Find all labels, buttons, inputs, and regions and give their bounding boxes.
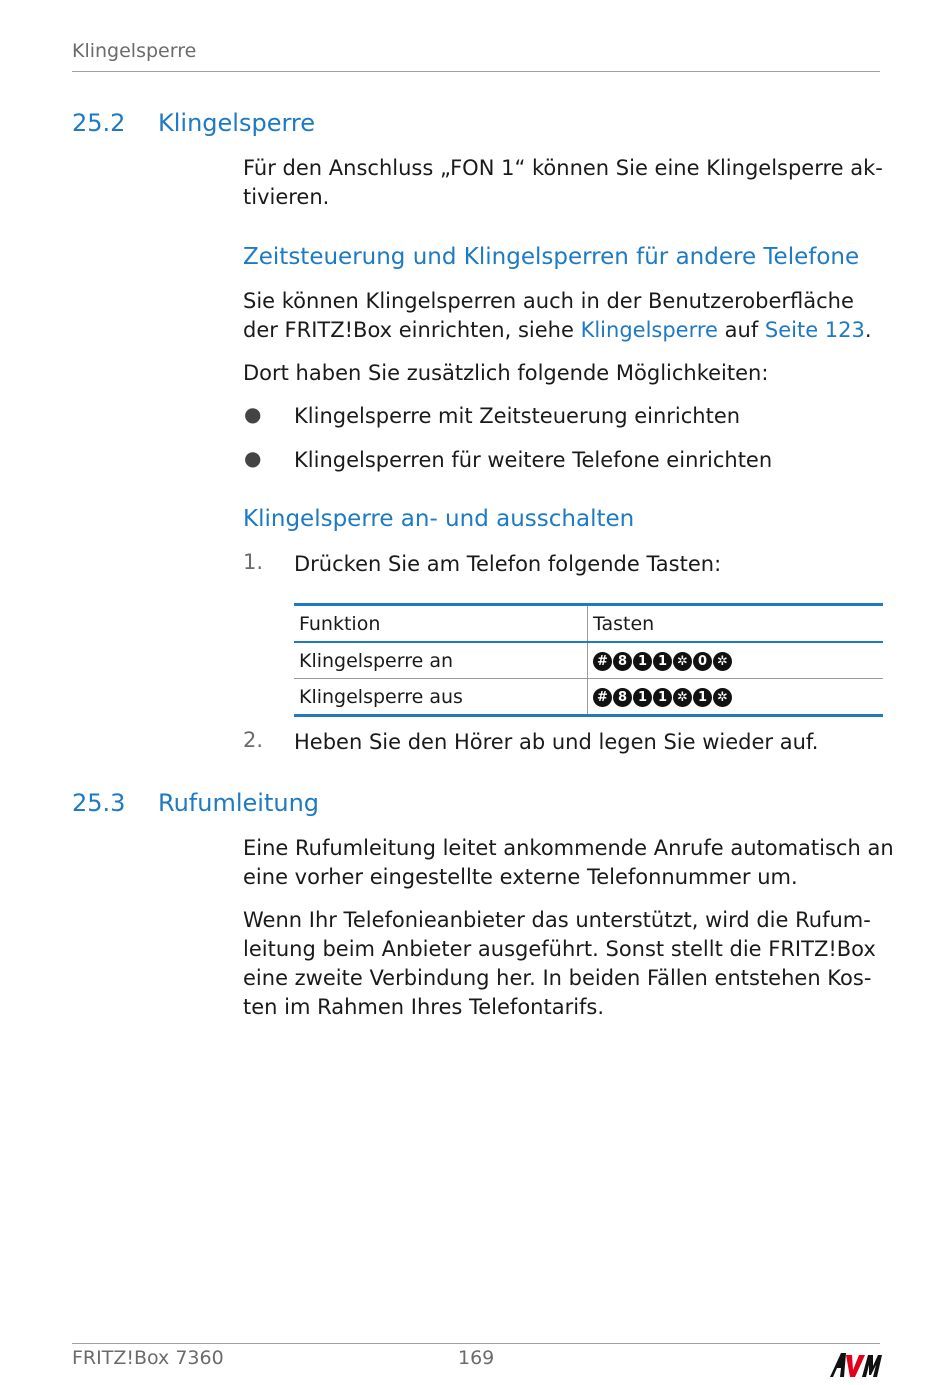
key-code-table: [294, 603, 883, 717]
table-cell-keys: [588, 642, 884, 679]
text-line: Eine Rufumleitung leitet ankommende Anrufe automatisch an: [243, 836, 894, 860]
avm-logo: [828, 1351, 882, 1379]
digit-8-key-icon: 8: [613, 688, 632, 707]
hash-key-icon: #: [593, 652, 612, 671]
text-line: tivieren.: [243, 185, 330, 209]
bullet-item: Klingelsperre mit Zeitsteuerung einrichten: [294, 404, 741, 428]
star-key-icon: ✲: [673, 688, 692, 707]
digit-1-key-icon: 1: [633, 688, 652, 707]
intro-paragraph: [243, 154, 883, 212]
table-row: [294, 679, 883, 716]
page-number: 169: [458, 1347, 495, 1369]
table-cell-keys: [588, 679, 884, 716]
digit-1-key-icon: 1: [633, 652, 652, 671]
link-klingelsperre[interactable]: Klingelsperre: [580, 318, 718, 342]
digit-1-key-icon: 1: [693, 688, 712, 707]
hash-key-icon: #: [593, 688, 612, 707]
digit-0-key-icon: 0: [693, 652, 712, 671]
text-line: Für den Anschluss „FON 1“ können Sie eine Klingelsperre ak-: [243, 156, 883, 180]
digit-1-key-icon: 1: [653, 652, 672, 671]
header-rule: [72, 71, 880, 72]
table-header-funktion: Funktion: [294, 605, 588, 643]
table-header-tasten: Tasten: [588, 605, 884, 643]
text-line: Wenn Ihr Telefonieanbieter das unterstützt, wird die Rufum-: [243, 908, 871, 932]
rufumleitung-paragraph-1: [243, 834, 894, 892]
footer-rule: [72, 1343, 880, 1344]
subheading-zeitsteuerung: Zeitsteuerung und Klingelsperren für andere Telefone: [243, 244, 860, 270]
star-key-icon: ✲: [713, 688, 732, 707]
text-line: Sie können Klingelsperren auch in der Benutzeroberfläche: [243, 289, 854, 313]
text-line: ten im Rahmen Ihres Telefontarifs.: [243, 995, 605, 1019]
subheading-an-ausschalten: Klingelsperre an- und ausschalten: [243, 506, 635, 532]
step-text: Drücken Sie am Telefon folgende Tasten:: [294, 552, 722, 576]
footer-product-name: FRITZ!Box 7360: [72, 1347, 224, 1369]
link-seite-123[interactable]: Seite 123: [764, 318, 865, 342]
bullet-item: Klingelsperren für weitere Telefone einrichten: [294, 448, 773, 472]
text-line: eine vorher eingestellte externe Telefonnummer um.: [243, 865, 798, 889]
zeitsteuerung-paragraph: [243, 287, 872, 345]
star-key-icon: ✲: [673, 652, 692, 671]
text-line: leitung beim Anbieter ausgeführt. Sonst stellt die FRITZ!Box: [243, 937, 876, 961]
step-number: 2.: [243, 728, 264, 752]
text-line: eine zweite Verbindung her. In beiden Fällen entstehen Kos-: [243, 966, 872, 990]
section-title-klingelsperre: Klingelsperre: [158, 109, 316, 137]
section-title-rufumleitung: Rufumleitung: [158, 789, 320, 817]
digit-1-key-icon: 1: [653, 688, 672, 707]
table-cell-function: Klingelsperre an: [294, 642, 588, 679]
rufumleitung-paragraph-2: [243, 906, 876, 1022]
step-number: 1.: [243, 550, 264, 574]
bullet-icon: ●: [244, 446, 262, 470]
text-span: der FRITZ!Box einrichten, siehe: [243, 318, 581, 342]
avm-logo-mark: [828, 1351, 882, 1379]
section-number-25-2: 25.2: [72, 109, 126, 137]
table-cell-function: Klingelsperre aus: [294, 679, 588, 716]
table-row: [294, 642, 883, 679]
step-text: Heben Sie den Hörer ab und legen Sie wieder auf.: [294, 730, 819, 754]
moeglichkeiten-intro: Dort haben Sie zusätzlich folgende Möglichkeiten:: [243, 361, 769, 385]
running-header: Klingelsperre: [72, 40, 197, 62]
bullet-icon: ●: [244, 402, 262, 426]
text-span: .: [864, 318, 872, 342]
text-line-with-links: [243, 316, 872, 345]
text-span: auf: [717, 318, 765, 342]
section-number-25-3: 25.3: [72, 789, 126, 817]
star-key-icon: ✲: [713, 652, 732, 671]
digit-8-key-icon: 8: [613, 652, 632, 671]
table-header-row: [294, 605, 883, 643]
